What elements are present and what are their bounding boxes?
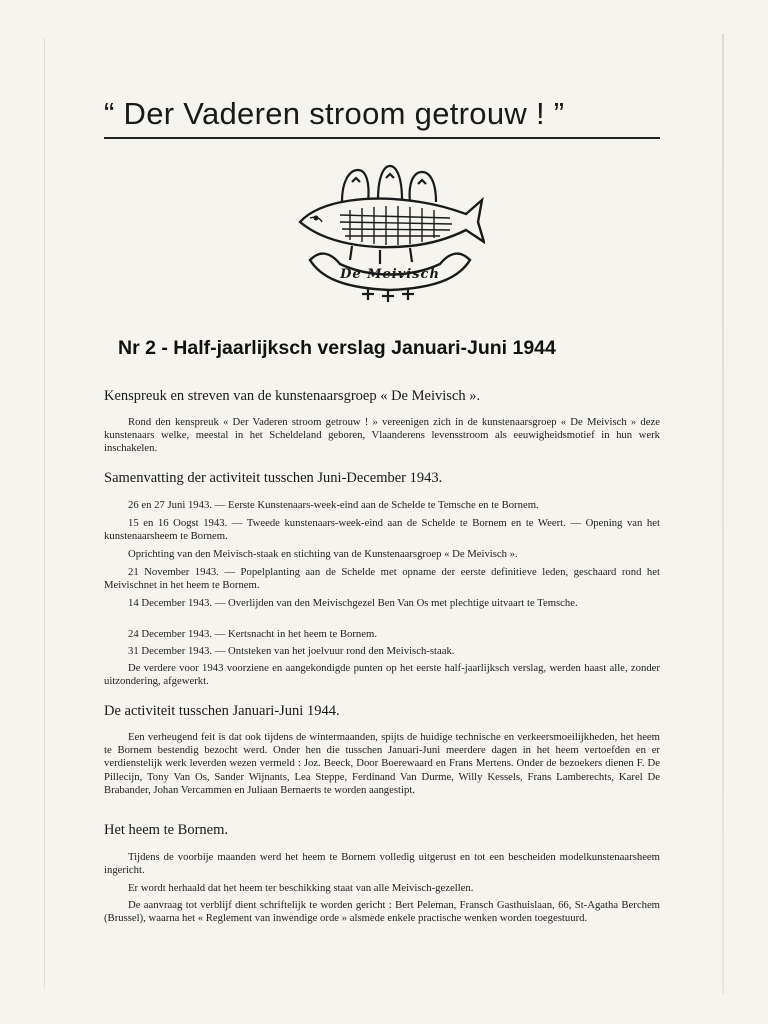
section-title-heem-bornem: Het heem te Bornem. xyxy=(104,822,229,838)
page-edge-left xyxy=(44,38,45,988)
paragraph: 14 December 1943. — Overlijden van den Meivischgezel Ben Van Os met plechtige uitvaart te Temsche. xyxy=(128,597,578,609)
paragraph: Er wordt herhaald dat het heem ter beschikking staat van alle Meivisch-gezellen. xyxy=(128,882,474,894)
document-title: Nr 2 - Half-jaarlijksch verslag Januari-Juni 1944 xyxy=(118,337,556,359)
page-edge-right xyxy=(722,34,724,994)
paragraph: 15 en 16 Oogst 1943. — Tweede kunstenaars-week-eind aan de Schelde te Bornem en te Weert. — Opening van het kunstenaarsheem te Bornem. xyxy=(104,517,660,543)
paragraph: 24 December 1943. — Kertsnacht in het heem te Bornem. xyxy=(128,628,378,640)
paragraph: 26 en 27 Juni 1943. — Eerste Kunstenaars-week-eind aan de Schelde te Temsche en te Bornem. xyxy=(128,499,539,511)
paragraph: Oprichting van den Meivisch-staak en stichting van de Kunstenaarsgroep « De Meivisch ». xyxy=(128,548,518,560)
paragraph: 31 December 1943. — Ontsteken van het joelvuur rond den Meivisch-staak. xyxy=(128,645,455,657)
logo-banner-text: De Meivisch xyxy=(340,267,440,282)
paragraph: Rond den kenspreuk « Der Vaderen stroom getrouw ! » vereenigen zich in de kunstenaarsgroep « De Meivisch » deze kunstenaars welke, meestal in het Scheldeland geboren, Vlaanderens levensstroom als eeuwigheidsmotief in hun werk inschakelen. xyxy=(104,416,660,455)
paragraph: De aanvraag tot verblijf dient schriftelijk te worden gericht : Bert Peleman, Fransch Gasthuislaan, 66, St-Agatha Berchem (Brussel), waarna het « Reglement van inwendige orde » alsmede enkele practische wenken worden toegestuurd. xyxy=(104,899,660,925)
motto-heading: “ Der Vaderen stroom getrouw ! ” xyxy=(104,96,565,131)
paragraph: Tijdens de voorbije maanden werd het heem te Bornem volledig uitgerust en tot een bescheiden modelkunstenaarsheem ingericht. xyxy=(104,851,660,877)
motto-underline xyxy=(104,137,660,139)
section-title-activiteit-1944: De activiteit tusschen Januari-Juni 1944. xyxy=(104,703,340,719)
section-title-samenvatting: Samenvatting der activiteit tusschen Juni-December 1943. xyxy=(104,470,443,486)
paragraph: 21 November 1943. — Popelplanting aan de Schelde met opname der eerste definitieve leden, geschaard rond het Meivischnet in het heem te Bornem. xyxy=(104,566,660,592)
paragraph: De verdere voor 1943 voorziene en aangekondigde punten op het eerste half-jaarlijksch verslag, werden haast alle, zonder uitzondering, afgewerkt. xyxy=(104,662,660,688)
fish-emblem-icon xyxy=(290,160,485,305)
paragraph: Een verheugend feit is dat ook tijdens de wintermaanden, spijts de huidige technische en verkeersmoeilijkheden, het heem te Bornem bestendig bezocht werd. Onder hen die tusschen Januari-Juni meerdere dagen in het heem vertoefden en er verdienstelijk werk leverden wezen vermeld : Joz. Beeck, Door Boerewaard en Frans Mertens. Onder de bezoekers dienen F. De Pillecijn, Tony Van Os, Sander Wijnants, Lea Steppe, Ferdinand Van Durme, Willy Kessels, Frans Lamberechts, Karel De Brabander, Johan Vercammen en Juliaan Bernaerts te worden aangestipt. xyxy=(104,731,660,796)
section-title-kenspreuk: Kenspreuk en streven van de kunstenaarsgroep « De Meivisch ». xyxy=(104,388,481,404)
